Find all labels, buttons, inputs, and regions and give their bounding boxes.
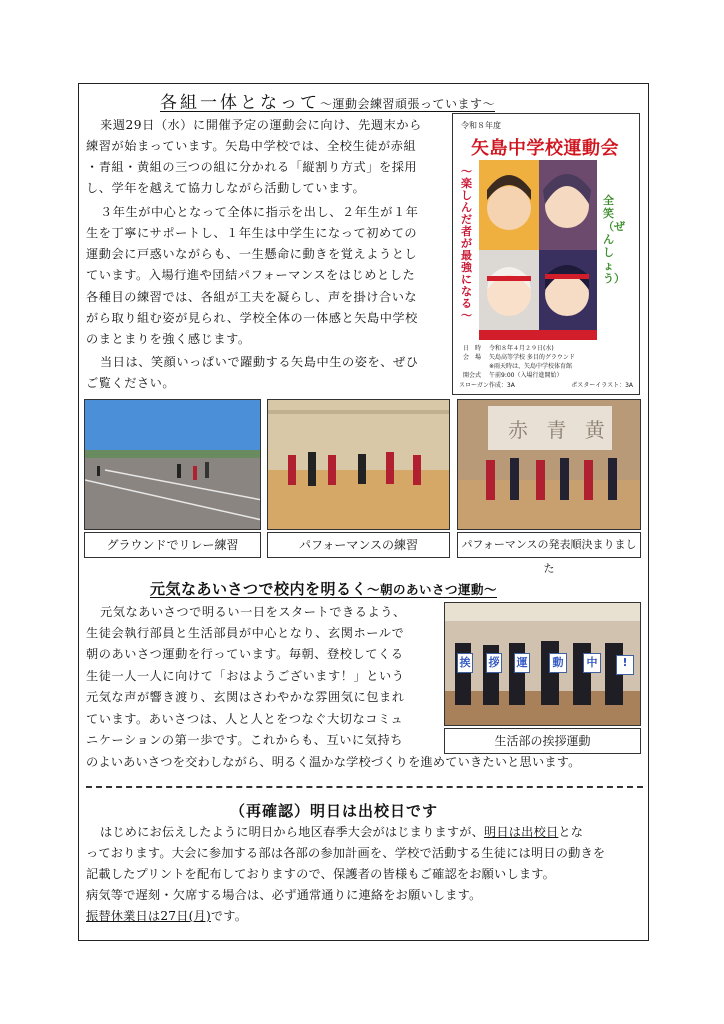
section-divider xyxy=(86,786,643,788)
s1-line: がら取り組む姿が見られ、学校全体の一体感と矢島中学校 xyxy=(86,311,418,325)
poster-footer-right: ポスターイラスト：3A xyxy=(571,382,633,389)
section2-heading: 元気なあいさつで校内を明るく～朝のあいさつ運動～ xyxy=(150,580,498,598)
s1-line: ています。入場行進や団結パフォーマンスをはじめとした xyxy=(86,268,416,282)
sign-char: ! xyxy=(616,655,634,675)
s2-line: 元気なあいさつで明るい一日をスタートできるよう、 xyxy=(100,605,406,619)
photo-relay-practice xyxy=(84,399,261,530)
s2-line: ニケーションの第一歩です。これからも、互いに気持ち xyxy=(86,733,403,747)
poster-info-row: 開会式 午前9:00（入場行進開始） xyxy=(463,372,563,379)
stage-banner-text: 赤 青 黄 xyxy=(508,418,611,442)
s2-line: 元気な声が響き渡り、玄関はさわやかな雰囲気に包まれ xyxy=(86,690,405,704)
poster-illustration xyxy=(479,160,597,340)
s2-line: ています。あいさつは、人と人とをつなぐ大切なコミュ xyxy=(86,712,404,726)
s3-line: 振替休業日は27日(月)です。 xyxy=(86,909,248,923)
s2-line: のよいあいさつを交わしながら、明るく温かな学校づくりを進めていきたいと思います。 xyxy=(86,755,581,769)
s2-line: 朝のあいさつ運動を行っています。毎朝、登校してくる xyxy=(86,647,404,661)
s1-line: し、学年を越えて協力しながら活動しています。 xyxy=(86,181,366,195)
s1-line: 運動会に戸惑いながらも、一生懸命に動きを覚えようとし xyxy=(86,247,418,261)
poster-info xyxy=(463,344,631,380)
s2-line: 生徒会執行部員と生活部員が中心となり、玄関ホールで xyxy=(86,626,405,640)
poster-info-row: 会 場 矢島高等学校 多目的グラウンド xyxy=(463,354,575,361)
poster-footer xyxy=(459,380,633,389)
caption-order: パフォーマンスの発表順決まりました xyxy=(457,532,641,558)
poster-footer-left: スローガン作成：3A xyxy=(459,382,515,389)
s1-line: ・青組・黄組の三つの組に分かれる「縦割り方式」を採用 xyxy=(86,160,418,174)
photo-performance-practice xyxy=(267,399,450,530)
caption-greeting: 生活部の挨拶運動 xyxy=(444,728,641,754)
photo-order-decided xyxy=(457,399,641,530)
caption-relay: グラウンドでリレー練習 xyxy=(84,532,261,558)
s1-line: 当日は、笑顔いっぱいで躍動する矢島中生の姿を、ぜひ xyxy=(100,355,419,369)
s1-line: ご覧ください。 xyxy=(86,376,176,390)
poster-theme: 全笑（ぜんしょう） xyxy=(603,194,625,285)
poster-slogan: ～楽しんだ者が最強になる～ xyxy=(461,165,472,322)
s1-line: 来週29日（水）に開催予定の運動会に向け、先週末から xyxy=(100,118,422,132)
sign-char: 動 xyxy=(549,653,567,673)
section1-heading: 各組一体となって～運動会練習頑張っています～ xyxy=(160,93,496,113)
s1-line: 生を丁寧にサポートし、１年生は中学生になって初めての xyxy=(86,226,418,240)
s1-line: 各種目の練習では、各組が工夫を凝らし、声を掛け合いな xyxy=(86,290,418,304)
s3-line: はじめにお伝えしたように明日から地区春季大会がはじまりますが、明日は出校日とな xyxy=(100,825,584,839)
s2-line: 生徒一人一人に向けて「おはようございます！」という xyxy=(86,669,405,683)
photo-greeting-campaign xyxy=(444,602,641,726)
s1-line: 練習が始まっています。矢島中学校では、全校生徒が赤組 xyxy=(86,139,417,153)
poster-info-row: 日 時 令和８年４月２９日(水) xyxy=(463,345,554,352)
s3-line: 記載したプリントを配布しておりますので、保護者の皆様もご確認をお願いします。 xyxy=(86,867,556,881)
section3-heading: （再確認）明日は出校日です xyxy=(230,802,439,820)
sign-char: 運 xyxy=(514,653,530,673)
poster-info-row: ※雨天時は、矢島中学校体育館 xyxy=(489,363,573,370)
poster-year: 令和８年度 xyxy=(461,121,501,130)
sign-char: 挨 xyxy=(457,653,473,673)
caption-performance: パフォーマンスの練習 xyxy=(267,532,450,558)
s3-line: 病気等で遅刻・欠席する場合は、必ず通常通りに連絡をお願いします。 xyxy=(86,888,482,902)
sign-char: 拶 xyxy=(486,653,502,673)
poster-title: 矢島中学校運動会 xyxy=(471,138,619,159)
s1-line: ３年生が中心となって全体に指示を出し、２年生が１年 xyxy=(100,205,419,219)
s1-line: のまとまりを強く感じます。 xyxy=(86,332,251,346)
sports-day-poster xyxy=(452,113,640,395)
sign-card xyxy=(457,651,634,675)
s3-line: っております。大会に参加する部は各部の参加計画を、学校で活動する生徒には明日の動きを xyxy=(86,846,606,860)
sign-char: 中 xyxy=(583,653,601,673)
